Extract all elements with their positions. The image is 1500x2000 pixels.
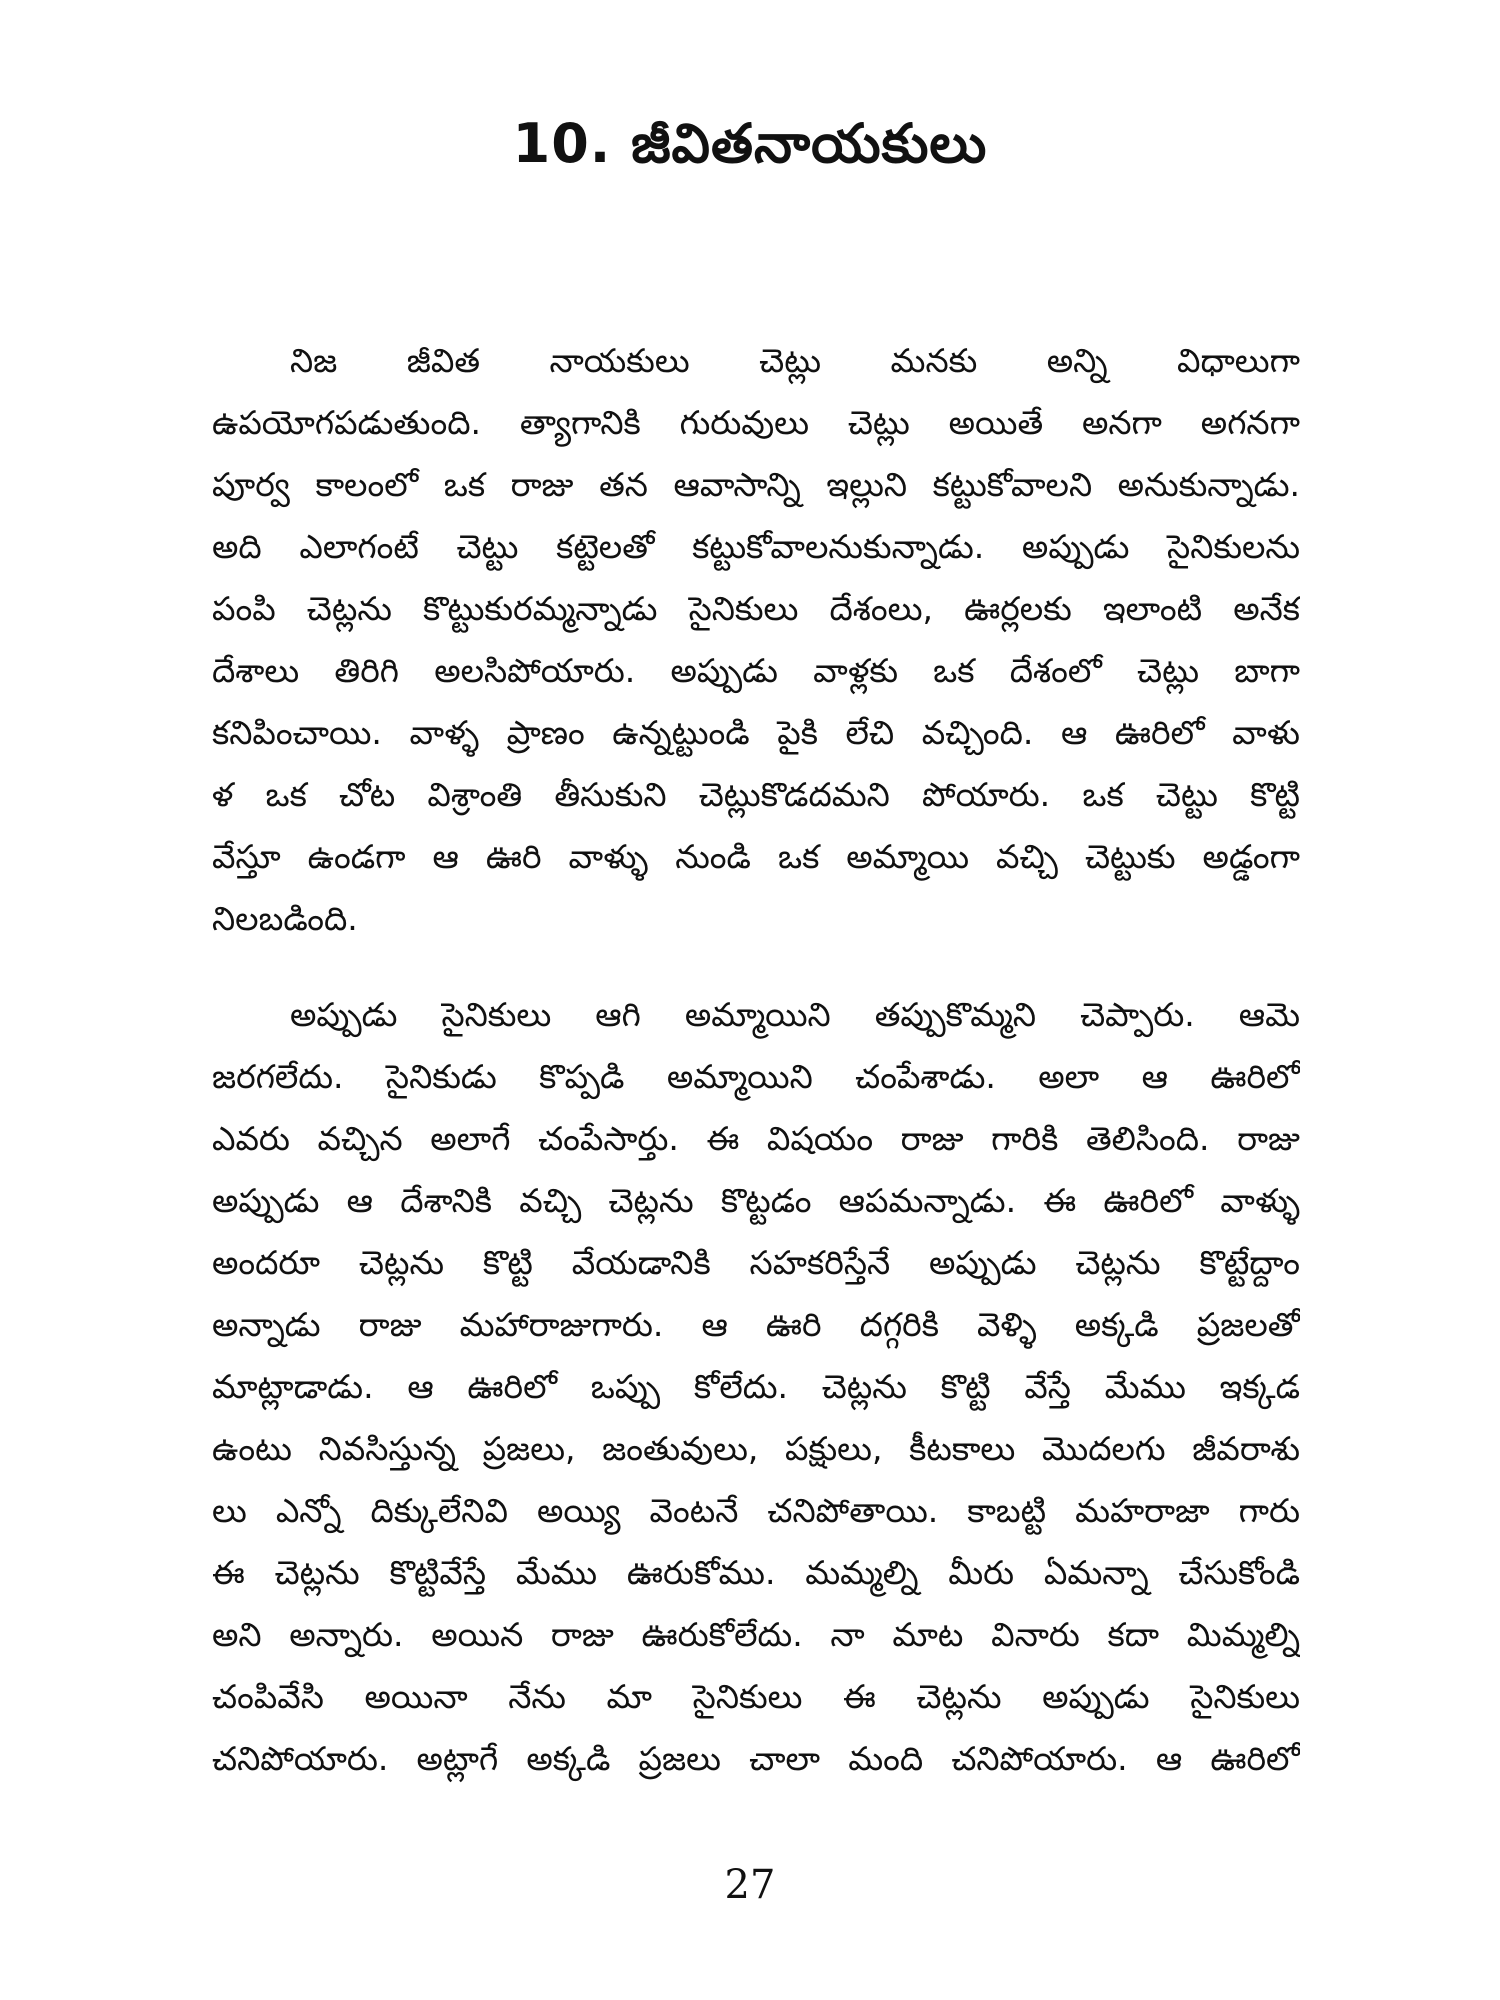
text-line: చంపివేసి అయినా నేను మా సైనికులు ఈ చెట్లను అప్పుడు సైనికులు <box>212 1677 1300 1716</box>
text-line: మాట్లాడాడు. ఆ ఊరిలో ఒప్పు కోలేదు. చెట్లను కొట్టి వేస్తే మేము ఇక్కడ <box>212 1367 1300 1406</box>
chapter-title: 10. జీవితనాయకులు <box>512 112 988 175</box>
text-line: అన్నాడు రాజు మహారాజుగారు. ఆ ఊరి దగ్గరికి వెళ్ళి అక్కడి ప్రజలతో <box>212 1305 1300 1344</box>
text-line: అది ఎలాగంటే చెట్టు కట్టెలతో కట్టుకోవాలనుకున్నాడు. అప్పుడు సైనికులను <box>212 527 1300 566</box>
text-line: ఎవరు వచ్చిన అలాగే చంపేసార్తు. ఈ విషయం రాజు గారికి తెలిసింది. రాజు <box>212 1119 1300 1158</box>
text-line: ఉపయోగపడుతుంది. త్యాగానికి గురువులు చెట్లు అయితే అనగా అగనగా <box>212 403 1300 442</box>
text-line: అప్పుడు ఆ దేశానికి వచ్చి చెట్లను కొట్టడం ఆపమన్నాడు. ఈ ఊరిలో వాళ్ళు <box>212 1181 1300 1220</box>
text-line: ళ ఒక చోట విశ్రాంతి తీసుకుని చెట్లుకొడదమని పోయారు. ఒక చెట్టు కొట్టి <box>212 775 1300 814</box>
text-line: లు ఎన్నో దిక్కులేనివి అయ్యి వెంటనే చనిపోతాయి. కాబట్టి మహరాజా గారు <box>212 1491 1300 1530</box>
text-line: పంపి చెట్లను కొట్టుకురమ్మన్నాడు సైనికులు దేశంలు, ఊర్లలకు ఇలాంటి అనేక <box>212 589 1300 628</box>
text-line: అప్పుడు సైనికులు ఆగి అమ్మాయిని తప్పుకొమ్మని చెప్పారు. ఆమె <box>290 995 1300 1034</box>
text-line: నిజ జీవిత నాయకులు చెట్లు మనకు అన్ని విధాలుగా <box>290 341 1300 380</box>
text-line: ఉంటు నివసిస్తున్న ప్రజలు, జంతువులు, పక్షులు, కీటకాలు మొదలగు జీవరాశు <box>212 1429 1300 1468</box>
text-line: దేశాలు తిరిగి అలసిపోయారు. అప్పుడు వాళ్లకు ఒక దేశంలో చెట్లు బాగా <box>212 651 1300 690</box>
page-number: 27 <box>724 1862 776 1908</box>
text-line: చనిపోయారు. అట్లాగే అక్కడి ప్రజలు చాలా మంది చనిపోయారు. ఆ ఊరిలో <box>212 1739 1300 1778</box>
paragraph-2 <box>212 984 1300 1790</box>
text-line: కనిపించాయి. వాళ్ళ ప్రాణం ఉన్నట్టుండి పైకి లేచి వచ్చింది. ఆ ఊరిలో వాళు <box>212 713 1300 752</box>
text-line: పూర్వ కాలంలో ఒక రాజు తన ఆవాసాన్ని ఇల్లుని కట్టుకోవాలని అనుకున్నాడు. <box>212 465 1300 504</box>
text-line: అందరూ చెట్లను కొట్టి వేయడానికి సహకరిస్తేనే అప్పుడు చెట్లను కొట్టేద్దాం <box>212 1243 1300 1282</box>
text-line: వేస్తూ ఉండగా ఆ ఊరి వాళ్ళు నుండి ఒక అమ్మాయి వచ్చి చెట్టుకు అడ్డంగా <box>212 837 1300 876</box>
paragraph-1 <box>212 330 1300 950</box>
text-line: అని అన్నారు. అయిన రాజు ఊరుకోలేదు. నా మాట వినారు కదా మిమ్మల్ని <box>212 1615 1300 1654</box>
body-text <box>212 330 1300 1790</box>
text-line: ఈ చెట్లను కొట్టివేస్తే మేము ఊరుకోము. మమ్మల్ని మీరు ఏమన్నా చేసుకోండి <box>212 1553 1300 1592</box>
text-line: జరగలేదు. సైనికుడు కొప్పడి అమ్మాయిని చంపేశాడు. అలా ఆ ఊరిలో <box>212 1057 1300 1096</box>
text-line: నిలబడింది. <box>212 899 358 938</box>
